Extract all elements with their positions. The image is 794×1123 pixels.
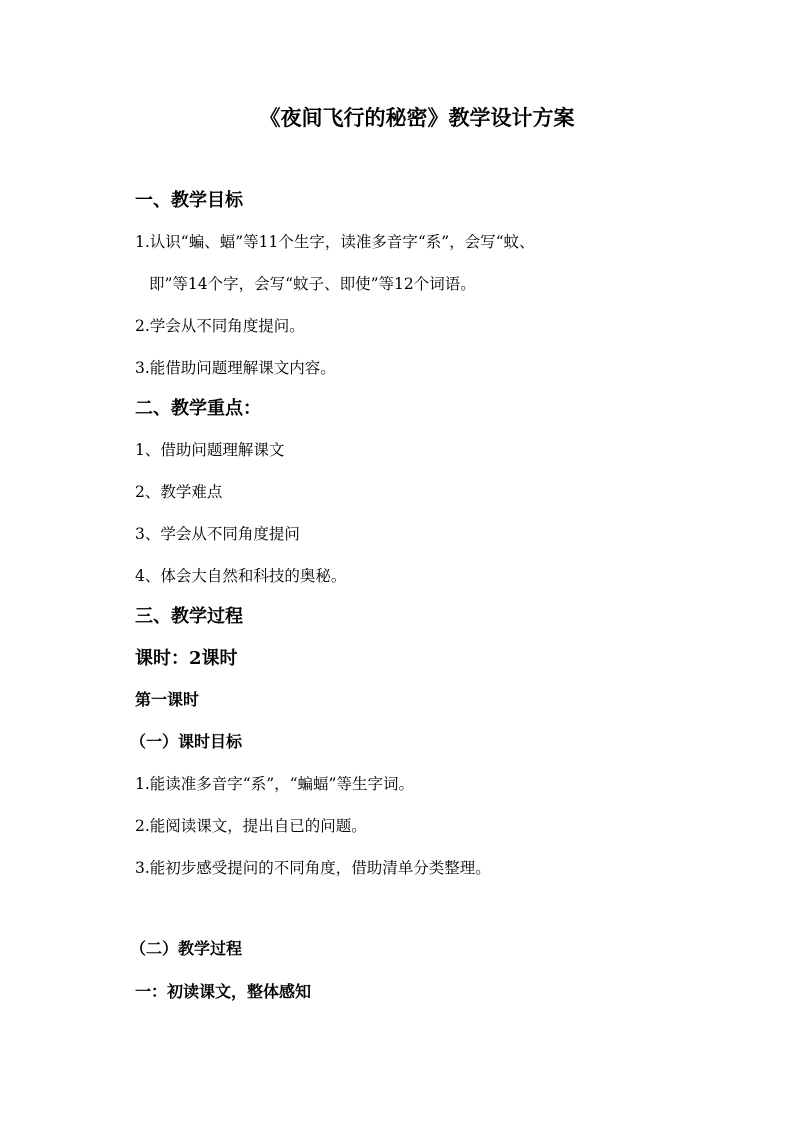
lesson-goal-3: 3.能初步感受提问的不同角度，借助清单分类整理。	[135, 859, 491, 877]
lesson-hours: 课时：2课时	[135, 648, 238, 669]
section-heading-teaching-goals: 一、教学目标	[135, 190, 243, 211]
first-lesson-heading: 第一课时	[135, 690, 200, 709]
process-step-1: 一：初读课文，整体感知	[135, 982, 312, 1001]
key-point-4: 4、体会大自然和科技的奥秘。	[135, 567, 347, 585]
key-point-2: 2、教学难点	[135, 483, 223, 501]
key-point-1: 1、借助问题理解课文	[135, 441, 285, 459]
document-title: 《夜间飞行的秘密》教学设计方案	[259, 105, 575, 130]
goal-item-2: 2.学会从不同角度提问。	[135, 317, 305, 335]
key-point-3: 3、学会从不同角度提问	[135, 525, 300, 543]
goal-item-1-line-2: 即”等14个字，会写“蚊子、即使”等12个词语。	[149, 275, 476, 293]
goal-item-3: 3.能借助问题理解课文内容。	[135, 359, 336, 377]
lesson-goal-2: 2.能阅读课文，提出自已的问题。	[135, 817, 367, 835]
section-heading-teaching-process: 三、教学过程	[135, 606, 243, 627]
lesson-goals-heading: （一）课时目标	[130, 732, 243, 751]
lesson-goal-1: 1.能读准多音字“系”，“蝙蝠”等生字词。	[135, 775, 414, 793]
goal-item-1-line-1: 1.认识“蝙、蝠”等11个生字，读准多音字“系”，会写“蚊、	[135, 233, 535, 251]
section-heading-key-points: 二、教学重点：	[135, 398, 261, 419]
process-heading: （二）教学过程	[130, 939, 243, 958]
